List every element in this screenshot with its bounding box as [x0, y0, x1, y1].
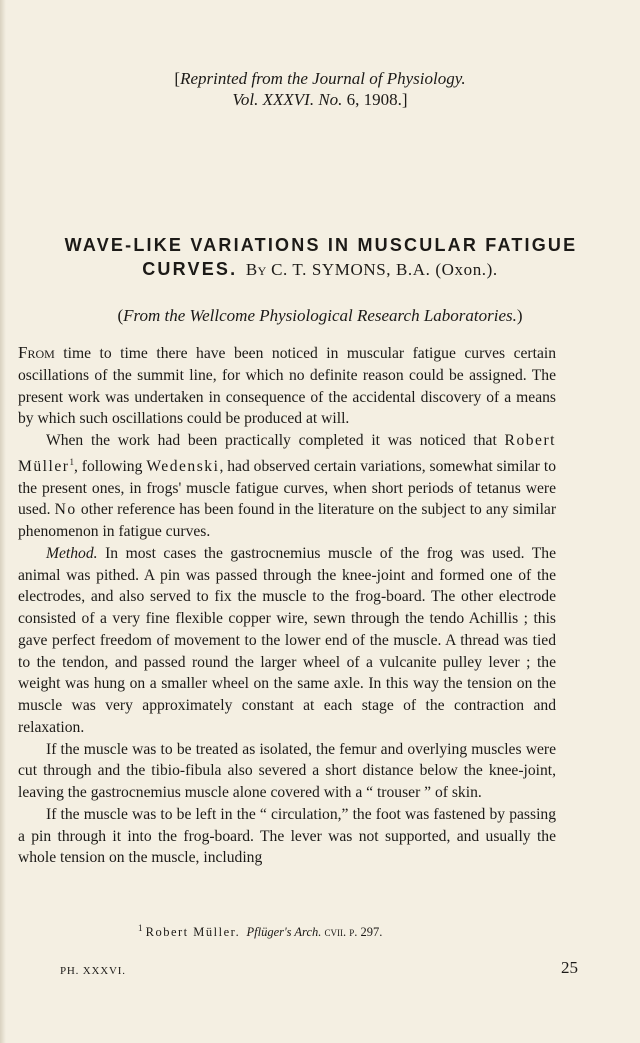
paren-close: )	[516, 306, 523, 325]
p2-text-b: , following	[73, 457, 143, 475]
footnote-mark: 1	[138, 923, 143, 933]
paren-open: (	[117, 306, 124, 325]
issue-number: 6,	[346, 90, 360, 109]
paragraph-isolated	[18, 739, 556, 804]
article-body	[18, 342, 556, 869]
isolated-text: If the muscle was to be treated as isolated, the femur and overlying muscles were cut through and the tibio-fibula also severed a short distance below the knee-joint, leaving the gastrocnemius muscle alone covered with a “ trouser ” of skin.	[18, 740, 556, 802]
footnote-source: Pflüger's Arch.	[246, 925, 322, 940]
citation-wedenski: Wedenski	[146, 457, 220, 475]
citation-muller: Robert Müller	[18, 432, 556, 475]
affiliation	[0, 305, 640, 327]
bracket-open: [	[174, 69, 181, 88]
reprint-source: Reprinted from the Journal of Physiology.	[180, 69, 466, 88]
p2-text-a: When the work had been practically completed it was noticed that	[46, 432, 497, 449]
paragraph-method	[18, 543, 556, 739]
method-heading: Method.	[46, 544, 98, 562]
circulation-text: If the muscle was to be left in the “ circulation,” the foot was fastened by passing a pin through it into the frog-board. The lever was not supported, and usually the whole tension on the muscle, including	[18, 805, 556, 867]
p2-text-d: other reference has been found in the literature on the subject to any similar phenomenon in fatigue curves.	[18, 501, 557, 541]
method-text: In most cases the gastrocnemius muscle of the frog was used. The animal was pithed. A pin was passed through the knee-joint and formed one of the electrodes, and also served to fix the muscle to the frog-board. The other electrode consisted of a very fine flexible copper wire, sewn through the tendo Achillis ; this gave perfect freedom of movement to the lower end of the muscle. A thread was tied to the tendon, and passed round the larger wheel of a vulcanite pulley lever ; the weight was hung on a smaller wheel on the same axle. In this way the tension on the muscle was very approximately constant at each stage of the contraction and relaxation.	[18, 544, 556, 736]
p2-text-c: , had observed certain variations, somewhat similar to the present ones, in frogs' muscle fatigue curves, when short periods of tetanus were used.	[18, 457, 557, 519]
byline	[0, 258, 640, 281]
paragraph-intro-text: time to time there have been noticed in muscular fatigue curves certain oscillations of the summit line, for which no definite reason could be assigned. The present work was undertaken in consequence of the accidental discovery of a means by which such oscillations could be produced at will.	[18, 345, 556, 428]
paragraph-intro	[18, 342, 556, 430]
volume-label: Vol. XXXVI. No.	[232, 90, 343, 109]
paragraph-circulation	[18, 804, 556, 869]
author-name: C. T. SYMONS, B.A. (Oxon.).	[271, 260, 498, 279]
signature-mark: PH. XXXVI.	[60, 965, 126, 977]
footnote-reference: cvii. p. 297.	[324, 925, 383, 940]
drop-word: From	[18, 343, 55, 362]
article-title-line-2: CURVES.	[142, 259, 238, 279]
by-label: By	[245, 260, 267, 279]
affiliation-text: From the Wellcome Physiological Research Laboratories.	[123, 306, 517, 325]
article-title-line-1: WAVE-LIKE VARIATIONS IN MUSCULAR FATIGUE	[64, 235, 578, 255]
reprint-line-1	[0, 68, 640, 90]
footnote	[138, 920, 382, 940]
p2-no: No	[54, 501, 77, 519]
paragraph-prior-work	[18, 430, 556, 543]
footnote-ref: 1	[69, 456, 74, 467]
reprint-line-2	[0, 89, 640, 111]
year: 1908.	[363, 90, 402, 109]
bracket-close: ]	[401, 90, 408, 109]
page-edge-shadow	[0, 0, 6, 1043]
page-number: 25	[561, 958, 578, 977]
footnote-author: Robert Müller.	[145, 925, 241, 940]
